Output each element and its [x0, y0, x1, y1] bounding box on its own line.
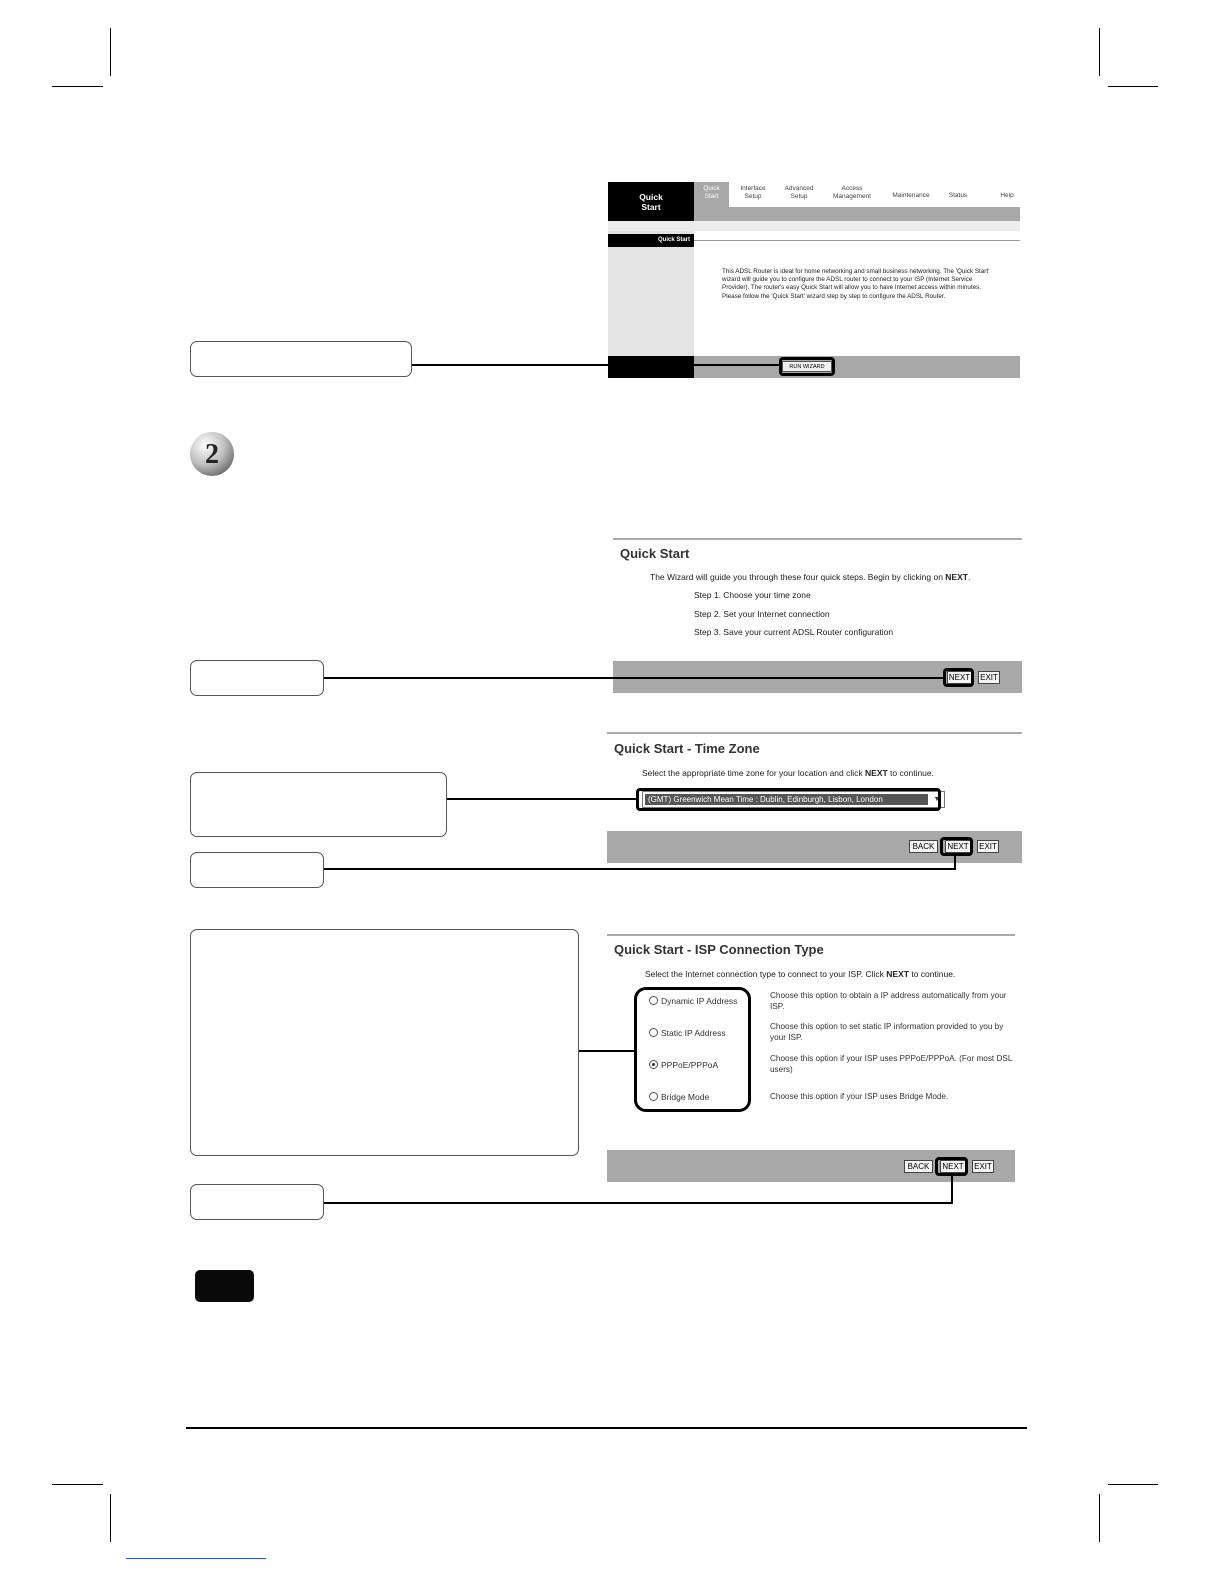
- footer-black-block: [608, 356, 694, 378]
- time-zone-rule: [607, 732, 1022, 734]
- next-highlight: [943, 668, 974, 687]
- footer-rule: [186, 1427, 1027, 1429]
- crop-mark: [1108, 1484, 1158, 1485]
- side-label: Quick Start: [608, 234, 694, 247]
- nav-subbar: [694, 207, 1020, 221]
- next-highlight: [940, 837, 973, 856]
- tz-instruction-prefix: Select the appropriate time zone for your location and click: [642, 768, 866, 778]
- nav-maintenance[interactable]: Maintenance: [892, 192, 930, 199]
- option-label: Dynamic IP Address: [661, 996, 738, 1006]
- crop-mark: [1099, 1494, 1100, 1542]
- crop-mark: [110, 1494, 111, 1542]
- connector-line: [324, 868, 956, 870]
- back-button[interactable]: BACK: [909, 840, 938, 853]
- exit-button[interactable]: EXIT: [972, 1160, 994, 1173]
- crop-mark: [1108, 86, 1158, 87]
- note-badge: [195, 1270, 254, 1302]
- intro-text-prefix: The Wizard will guide you through these four quick steps. Begin by clicking on: [650, 572, 946, 582]
- radio-bridge-mode[interactable]: [649, 1092, 658, 1101]
- wizard-intro-title: Quick Start: [620, 546, 690, 561]
- option-label: PPPoE/PPPoA: [661, 1060, 719, 1070]
- callout-box: [190, 772, 447, 837]
- isp-instruction-bold: NEXT: [886, 969, 909, 979]
- run-wizard-highlight: [779, 357, 835, 376]
- left-column: [608, 231, 694, 356]
- tz-instruction-bold: NEXT: [865, 768, 888, 778]
- nav-advanced-setup[interactable]: Advanced Setup: [784, 185, 814, 200]
- isp-instruction-suffix: to continue.: [908, 969, 956, 979]
- connector-line: [447, 798, 637, 800]
- nav-interface-setup[interactable]: Interface Setup: [740, 185, 766, 200]
- isp-type-rule: [607, 934, 1015, 936]
- step-item: Step 3. Save your current ADSL Router configuration: [694, 627, 894, 637]
- callout-box: [190, 1184, 324, 1220]
- nav-access-management[interactable]: Access Management: [833, 185, 871, 200]
- step-item: Step 2. Set your Internet connection: [694, 609, 830, 619]
- callout-box: [190, 660, 324, 696]
- crop-mark: [110, 28, 111, 76]
- connector-line: [412, 364, 780, 366]
- connector-line: [324, 1202, 953, 1204]
- radio-pppoe-pppoa[interactable]: [649, 1060, 658, 1069]
- isp-instruction-prefix: Select the Internet connection type to connect to your ISP. Click: [645, 969, 887, 979]
- chevron-down-icon[interactable]: ▼: [933, 796, 941, 803]
- option-desc: Choose this option to set static IP information provided to you by your ISP.: [770, 1022, 1004, 1042]
- nav-status[interactable]: Status: [948, 192, 968, 199]
- exit-button[interactable]: EXIT: [977, 840, 999, 853]
- connector-line: [579, 1050, 635, 1052]
- brand-label: Quick Start: [639, 191, 663, 212]
- brand-block: [608, 182, 694, 221]
- content-rule: [694, 240, 1020, 241]
- step-item: Step 1. Choose your time zone: [694, 590, 811, 600]
- isp-type-title: Quick Start - ISP Connection Type: [614, 942, 824, 957]
- back-button[interactable]: BACK: [904, 1160, 933, 1173]
- crop-mark: [52, 86, 103, 87]
- isp-type-instruction: [645, 969, 955, 979]
- connector-line: [954, 855, 956, 870]
- step-2-number: 2: [205, 439, 219, 470]
- time-zone-title: Quick Start - Time Zone: [614, 741, 760, 756]
- option-label: Bridge Mode: [661, 1092, 710, 1102]
- option-desc: Choose this option if your ISP uses PPPoE/PPPoA. (For most DSL users): [770, 1054, 1013, 1074]
- time-zone-highlight: [636, 788, 941, 811]
- intro-text-bold: NEXT: [945, 572, 968, 582]
- run-wizard-button[interactable]: RUN WIZARD: [782, 361, 832, 372]
- time-zone-selected-value: (GMT) Greenwich Mean Time : Dublin, Edinburgh, Lisbon, London: [645, 794, 928, 805]
- exit-button[interactable]: EXIT: [978, 671, 1000, 684]
- tz-instruction-suffix: to continue.: [887, 768, 934, 778]
- bottom-link-underline: [126, 1558, 266, 1559]
- next-button[interactable]: NEXT: [948, 673, 971, 682]
- wizard-intro-rule: [613, 538, 1022, 540]
- nav-quick-start[interactable]: Quick Start: [694, 182, 729, 207]
- nav-help[interactable]: Help: [1000, 192, 1014, 199]
- callout-box: [190, 929, 579, 1156]
- next-button[interactable]: NEXT: [940, 1160, 966, 1173]
- option-label: Static IP Address: [661, 1028, 726, 1038]
- crop-mark: [52, 1484, 103, 1485]
- radio-dynamic-ip[interactable]: [649, 996, 658, 1005]
- step-2-badge: [188, 430, 236, 478]
- radio-static-ip[interactable]: [649, 1028, 658, 1037]
- connector-line: [324, 677, 944, 679]
- router-description: This ADSL Router is ideal for home networking and small business networking. The 'Quick Start' wizard will guide you to configure the ADSL router to connect to your ISP (Internet Service Provider). The router's easy Quick Start will allow you to have Internet access within minutes. Please follow the 'Quick Start' wizard step by step to configure the ADSL Router.: [722, 268, 990, 300]
- intro-text-suffix: .: [967, 572, 971, 582]
- callout-box: [190, 852, 324, 888]
- content-stripe: [608, 221, 1020, 231]
- connector-line: [951, 1174, 953, 1204]
- option-desc: Choose this option if your ISP uses Bridge Mode.: [770, 1092, 949, 1101]
- next-button[interactable]: NEXT: [945, 840, 971, 853]
- option-desc: Choose this option to obtain a IP address automatically from your ISP.: [770, 991, 1007, 1011]
- crop-mark: [1099, 28, 1100, 76]
- wizard-intro-text: [650, 572, 970, 582]
- callout-box: [190, 341, 412, 377]
- router-home-screenshot: [608, 182, 1020, 378]
- time-zone-instruction: [642, 768, 934, 778]
